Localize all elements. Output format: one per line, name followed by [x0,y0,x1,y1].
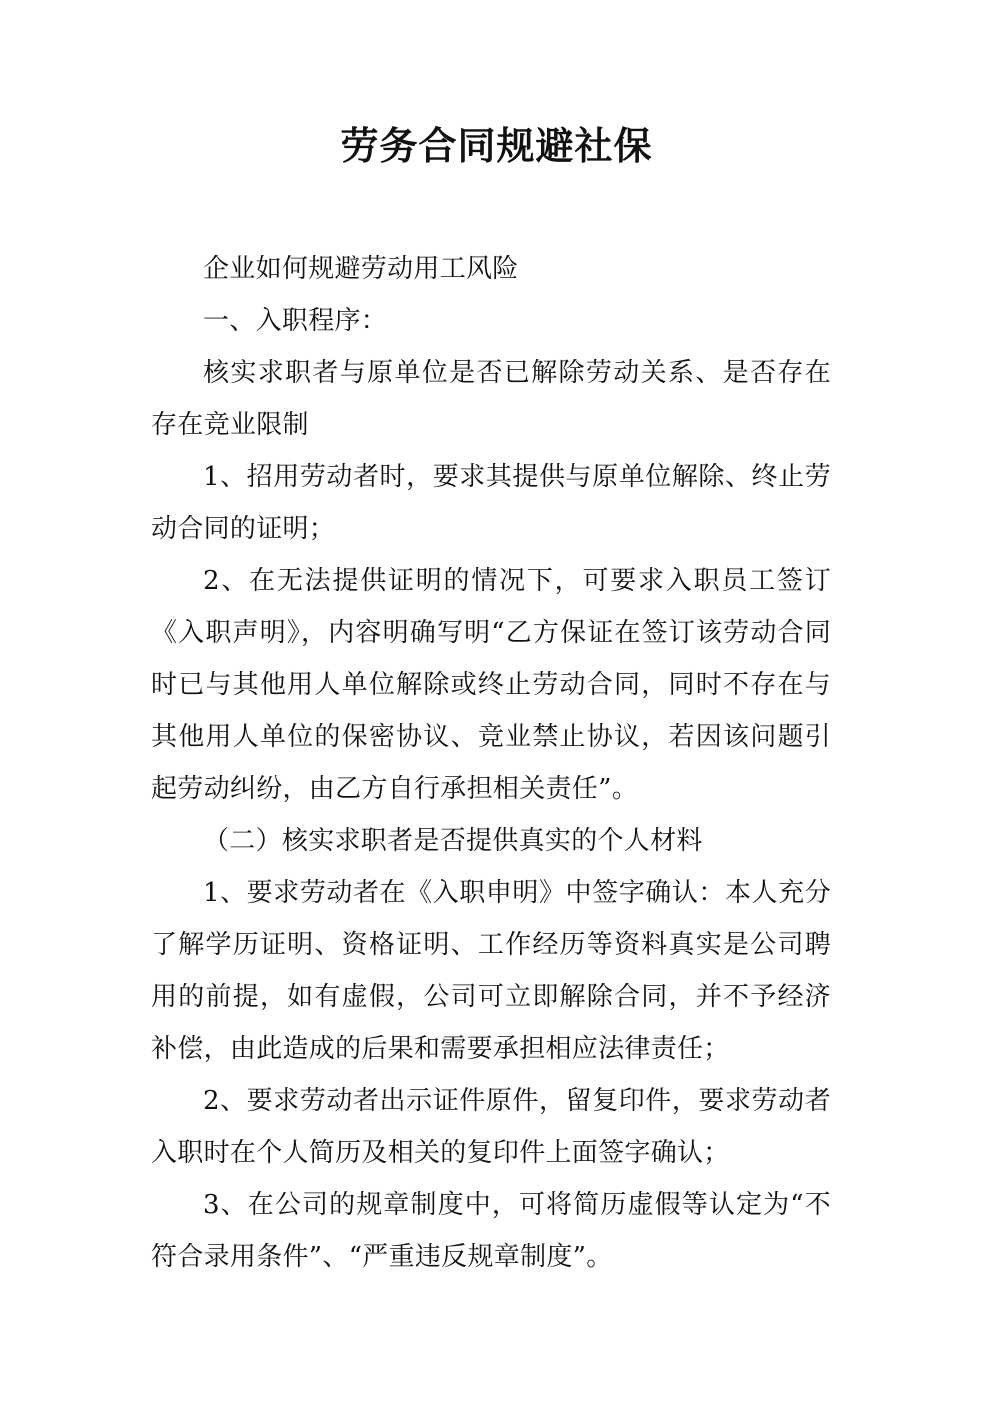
paragraph-subtitle: 企业如何规避劳动用工风险 [203,254,519,284]
paragraph: 3、在公司的规章制度中，可将简历虚假等认定为“不符合录用条件”、“严重违反规章制度”。 [151,1190,831,1272]
paragraph: 核实求职者与原单位是否已解除劳动关系、是否存在存在竞业限制 [151,358,831,440]
document-body [151,243,831,1283]
paragraph-section-heading: （二）核实求职者是否提供真实的个人材料 [203,826,703,856]
paragraph: 1、招用劳动者时，要求其提供与原单位解除、终止劳动合同的证明； [151,462,831,544]
paragraph: 1、要求劳动者在《入职申明》中签字确认：本人充分了解学历证明、资格证明、工作经历等资料真实是公司聘用的前提，如有虚假，公司可立即解除合同，并不予经济补偿，由此造成的后果和需要承担相应法律责任； [151,878,831,1064]
paragraph: 2、在无法提供证明的情况下，可要求入职员工签订《入职声明》，内容明确写明“乙方保证在签订该劳动合同时已与其他用人单位解除或终止劳动合同，同时不存在与其他用人单位的保密协议、竞业禁止协议，若因该问题引起劳动纠纷，由乙方自行承担相关责任”。 [151,566,831,804]
paragraph: 2、要求劳动者出示证件原件，留复印件，要求劳动者入职时在个人简历及相关的复印件上面签字确认； [151,1086,831,1168]
document-title: 劳务合同规避社保 [340,123,653,168]
paragraph-section-heading: 一、入职程序： [203,306,388,336]
